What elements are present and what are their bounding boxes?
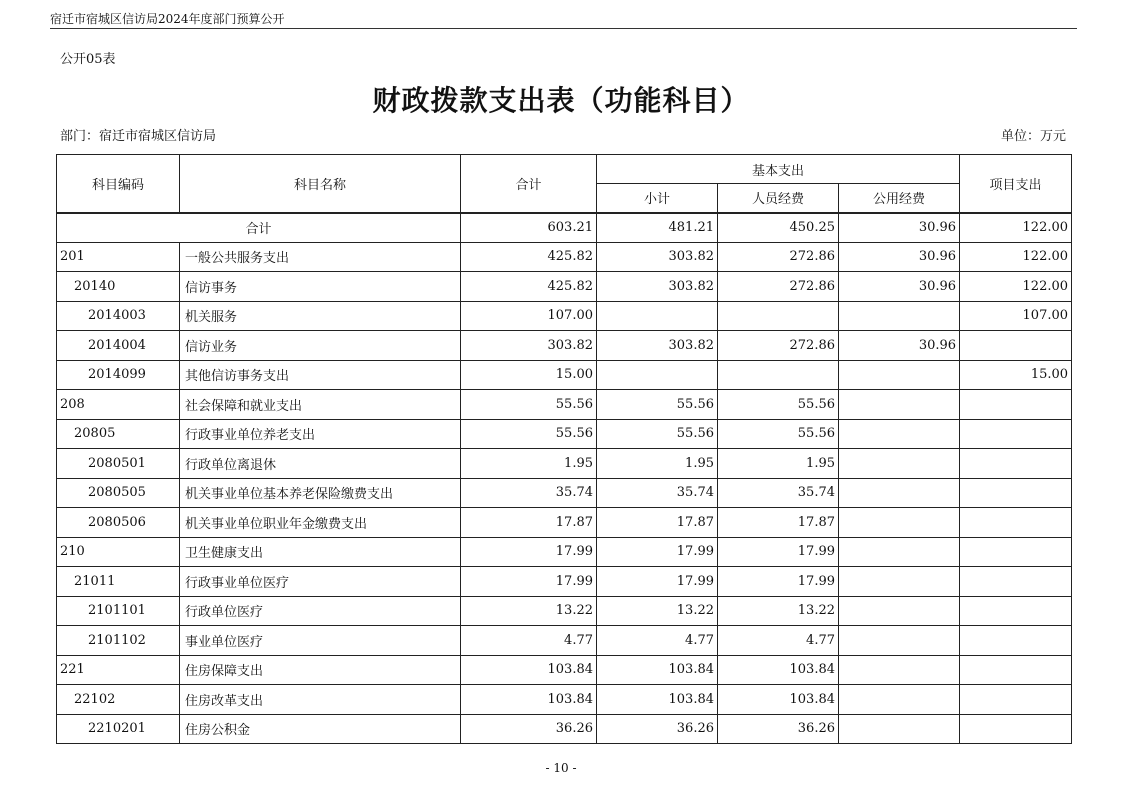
cell-public: 30.96 [839,272,960,302]
cell-code: 2101101 [57,596,180,626]
cell-project: 122.00 [960,272,1072,302]
cell-code: 2101102 [57,626,180,656]
cell-total: 303.82 [461,331,597,361]
cell-total: 603.21 [461,213,597,243]
cell-project [960,331,1072,361]
cell-personnel: 17.87 [718,508,839,538]
column-header-personnel: 人员经费 [718,184,839,213]
cell-public [839,537,960,567]
cell-name: 机关事业单位基本养老保险缴费支出 [180,478,461,508]
total-row [57,213,1072,243]
cell-name: 行政事业单位养老支出 [180,419,461,449]
budget-table [56,154,1072,744]
cell-name: 住房保障支出 [180,655,461,685]
running-header: 宿迁市宿城区信访局2024年度部门预算公开 [50,10,1077,29]
cell-project [960,449,1072,479]
cell-code: 20805 [57,419,180,449]
column-header-code: 科目编码 [57,155,180,213]
cell-code: 2080501 [57,449,180,479]
department-label: 部门：宿迁市宿城区信访局 [60,129,217,144]
cell-total: 55.56 [461,419,597,449]
page-title: 财政拨款支出表（功能科目） [372,84,750,117]
unit-label: 单位：万元 [1000,129,1066,144]
cell-subtotal: 303.82 [597,331,718,361]
cell-subtotal: 303.82 [597,242,718,272]
cell-personnel: 4.77 [718,626,839,656]
cell-project [960,596,1072,626]
cell-personnel: 103.84 [718,685,839,715]
table-row [57,272,1072,302]
cell-subtotal: 1.95 [597,449,718,479]
cell-name: 住房改革支出 [180,685,461,715]
form-label: 公开05表 [60,52,116,67]
cell-personnel: 17.99 [718,537,839,567]
cell-personnel: 1.95 [718,449,839,479]
cell-personnel: 55.56 [718,390,839,420]
cell-code: 20140 [57,272,180,302]
cell-name: 行政事业单位医疗 [180,567,461,597]
cell-personnel: 272.86 [718,272,839,302]
cell-public [839,626,960,656]
cell-total: 103.84 [461,685,597,715]
cell-subtotal: 4.77 [597,626,718,656]
cell-name: 一般公共服务支出 [180,242,461,272]
cell-public: 30.96 [839,242,960,272]
cell-subtotal: 13.22 [597,596,718,626]
table-row [57,419,1072,449]
cell-subtotal: 17.99 [597,567,718,597]
cell-public: 30.96 [839,213,960,243]
cell-public [839,449,960,479]
cell-total: 17.87 [461,508,597,538]
table-row [57,626,1072,656]
cell-code: 2014003 [57,301,180,331]
cell-project [960,419,1072,449]
cell-name: 卫生健康支出 [180,537,461,567]
cell-public: 30.96 [839,331,960,361]
cell-name: 机关服务 [180,301,461,331]
cell-project: 15.00 [960,360,1072,390]
cell-subtotal: 103.84 [597,685,718,715]
cell-project: 122.00 [960,242,1072,272]
cell-total: 1.95 [461,449,597,479]
cell-code: 2210201 [57,714,180,744]
cell-total: 55.56 [461,390,597,420]
column-header-basic-expenditure: 基本支出 [597,155,960,184]
table-row [57,360,1072,390]
cell-code: 208 [57,390,180,420]
cell-name: 信访业务 [180,331,461,361]
cell-project [960,626,1072,656]
table-row [57,537,1072,567]
cell-total: 4.77 [461,626,597,656]
cell-code: 22102 [57,685,180,715]
cell-personnel: 36.26 [718,714,839,744]
table-row [57,596,1072,626]
cell-name: 社会保障和就业支出 [180,390,461,420]
cell-project [960,714,1072,744]
cell-code: 2080506 [57,508,180,538]
cell-personnel: 450.25 [718,213,839,243]
cell-public [839,685,960,715]
table-header [57,155,1072,213]
cell-public [839,714,960,744]
cell-code: 210 [57,537,180,567]
table-body [57,213,1072,744]
cell-public [839,508,960,538]
cell-project [960,508,1072,538]
table-row [57,390,1072,420]
cell-name: 事业单位医疗 [180,626,461,656]
cell-total: 103.84 [461,655,597,685]
cell-subtotal: 103.84 [597,655,718,685]
cell-total: 35.74 [461,478,597,508]
cell-public [839,478,960,508]
cell-total: 425.82 [461,272,597,302]
cell-subtotal: 303.82 [597,272,718,302]
cell-public [839,360,960,390]
cell-project: 107.00 [960,301,1072,331]
cell-project [960,567,1072,597]
cell-subtotal: 17.87 [597,508,718,538]
cell-total: 13.22 [461,596,597,626]
cell-personnel [718,301,839,331]
cell-total: 17.99 [461,567,597,597]
column-header-name: 科目名称 [180,155,461,213]
cell-public [839,301,960,331]
table-row [57,655,1072,685]
cell-project: 122.00 [960,213,1072,243]
cell-project [960,390,1072,420]
cell-personnel: 272.86 [718,242,839,272]
table-row [57,685,1072,715]
cell-project [960,685,1072,715]
table-row [57,508,1072,538]
cell-total: 425.82 [461,242,597,272]
column-header-total: 合计 [461,155,597,213]
cell-name: 行政单位医疗 [180,596,461,626]
cell-project [960,537,1072,567]
cell-subtotal: 481.21 [597,213,718,243]
cell-total: 17.99 [461,537,597,567]
cell-code: 221 [57,655,180,685]
table-row [57,301,1072,331]
column-header-public: 公用经费 [839,184,960,213]
cell-subtotal: 55.56 [597,390,718,420]
table-row [57,478,1072,508]
cell-code: 21011 [57,567,180,597]
cell-name: 信访事务 [180,272,461,302]
table-row [57,567,1072,597]
page-number: - 10 - [545,761,577,775]
cell-name: 住房公积金 [180,714,461,744]
column-header-project-expenditure: 项目支出 [960,155,1072,213]
cell-total: 107.00 [461,301,597,331]
cell-code: 2080505 [57,478,180,508]
cell-public [839,567,960,597]
cell-public [839,596,960,626]
cell-personnel [718,360,839,390]
cell-personnel: 103.84 [718,655,839,685]
cell-personnel: 272.86 [718,331,839,361]
cell-code: 2014099 [57,360,180,390]
column-header-subtotal: 小计 [597,184,718,213]
table-row [57,449,1072,479]
cell-total: 15.00 [461,360,597,390]
cell-personnel: 55.56 [718,419,839,449]
table-row [57,242,1072,272]
cell-name: 行政单位离退休 [180,449,461,479]
cell-subtotal [597,360,718,390]
cell-code: 201 [57,242,180,272]
table-row [57,331,1072,361]
total-row-label: 合计 [57,213,461,243]
cell-personnel: 17.99 [718,567,839,597]
cell-personnel: 35.74 [718,478,839,508]
cell-subtotal: 17.99 [597,537,718,567]
table-row [57,714,1072,744]
cell-public [839,655,960,685]
cell-total: 36.26 [461,714,597,744]
cell-name: 其他信访事务支出 [180,360,461,390]
cell-public [839,419,960,449]
cell-subtotal: 36.26 [597,714,718,744]
cell-project [960,655,1072,685]
cell-project [960,478,1072,508]
cell-subtotal: 35.74 [597,478,718,508]
cell-subtotal [597,301,718,331]
cell-subtotal: 55.56 [597,419,718,449]
cell-public [839,390,960,420]
cell-name: 机关事业单位职业年金缴费支出 [180,508,461,538]
cell-code: 2014004 [57,331,180,361]
cell-personnel: 13.22 [718,596,839,626]
